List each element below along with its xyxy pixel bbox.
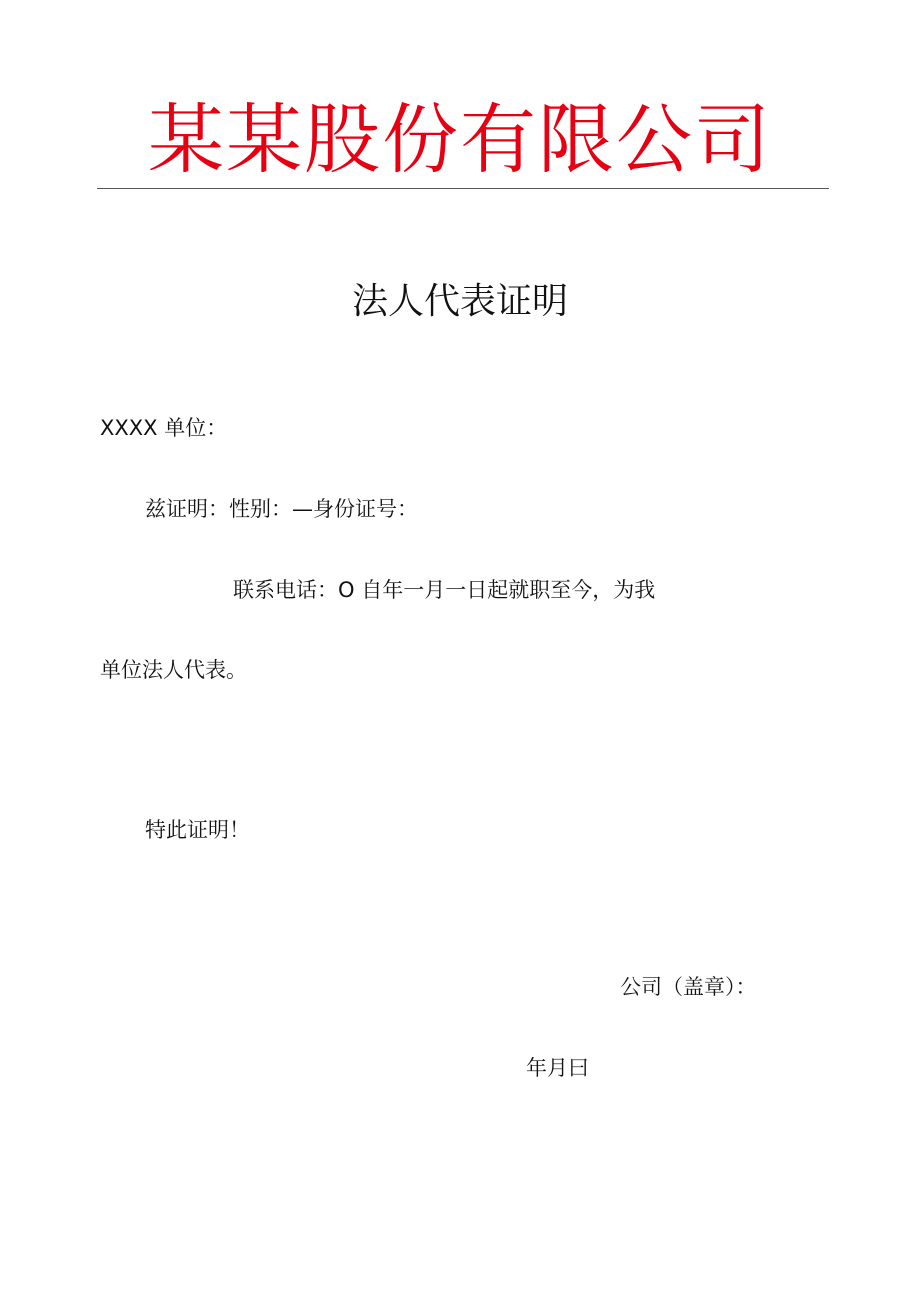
letterhead-company-name: 某某股份有限公司: [148, 95, 772, 184]
letterhead-divider: [97, 188, 829, 189]
document-title: 法人代表证明: [351, 281, 568, 322]
closing-statement: 特此证明！: [145, 818, 250, 842]
company-seal-label: 公司（盖章）：: [620, 975, 757, 999]
date-label: 年月曰: [526, 1056, 589, 1080]
certification-text-line-1: 兹证明：性别：—身份证号：: [145, 497, 418, 521]
recipient-line: XXXX 单位：: [100, 416, 228, 440]
certification-text-line-3: 单位法人代表。: [100, 658, 247, 682]
certification-text-line-2: 联系电话：O 自年一月一日起就职至今，为我: [233, 578, 656, 602]
